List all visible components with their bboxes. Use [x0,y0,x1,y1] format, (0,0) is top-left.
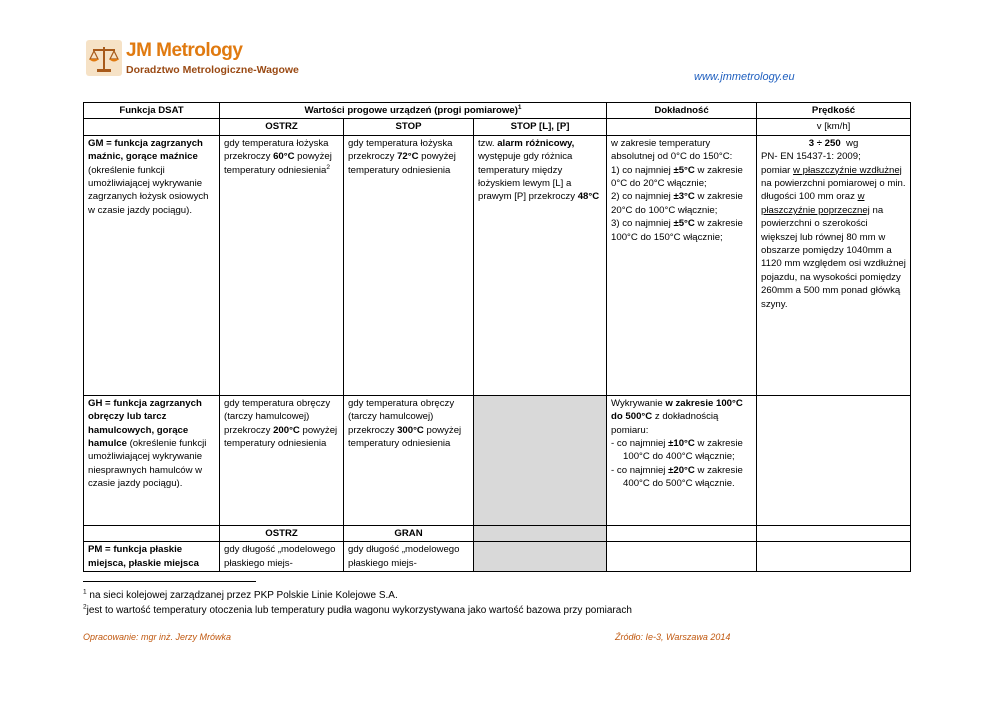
table-row-pm [84,542,911,572]
subheader-stop-lp: STOP [L], [P] [474,119,607,135]
footer-source: Źródło: Ie-3, Warszawa 2014 [615,632,731,642]
cell-gh-function [84,395,220,525]
gh-description: (określenie funkcji umożliwiającej wykrywanie niesprawnych hamulców w czasie jazdy pociągu). [88,438,207,490]
subheader-empty [84,119,220,135]
footnote-ref: 1 [517,103,522,111]
cell-pm-gran: gdy długość „modelowego płaskiego miejs- [344,542,474,572]
subheader-pm-ostrz: OSTRZ [220,525,344,541]
dsat-table [83,102,911,572]
cell-gh-stop-lp [474,395,607,525]
subheader-stop: STOP [344,119,474,135]
gh-name: GH = funkcja zagrzanych obręczy lub tarcz hamulcowych, gorące hamulce [88,397,202,450]
logo [86,40,326,80]
cell-pm-speed [757,542,911,572]
gm-description: (określenie funkcji umożliwiającej wykrywanie zagrzanych łożysk osiowych w czasie jazdy pociągu). [88,164,209,216]
scales-icon [86,40,122,76]
footer-author: Opracowanie: mgr inż. Jerzy Mrówka [83,632,232,642]
cell-gh-speed [757,395,911,525]
table-header-row [84,103,911,119]
table-row-gh [84,395,911,525]
brand-tagline: Doradztwo Metrologiczne-Wagowe [126,64,299,76]
brand-name: JM Metrology [126,40,243,61]
cell-gm-speed: 3 ÷ 250 wg PN- EN 15437-1: 2009; pomiar w płaszczyźnie wzdłużnej na powierzchni pomiarowej o min. długości 100 mm oraz w płaszczyźnie poprzecznej na powierzchni o szerokości większej lub równej 80 mm w obszarze pomiędzy 1040mm a 1120 mm względem osi wzdłużnej pojazdu, na wysokości pomiędzy 260mm a 500 mm ponad główką szyny. [757,135,911,395]
subheader-pm-gran: GRAN [344,525,474,541]
header-function: Funkcja DSAT [84,103,220,119]
cell-gm-stop-lp: tzw. alarm różnicowy, występuje gdy różnica temperatury między łożyskiem lewym [L] a prawym [P] przekroczy 48°C [474,135,607,395]
subheader-speed-unit: v [km/h] [757,119,911,135]
header-speed: Prędkość [757,103,911,119]
footnote-ref: 2 [326,163,331,171]
cell-gm-stop: gdy temperatura łożyska przekroczy 72°C powyżej temperatury odniesienia [344,135,474,395]
cell-pm-header-empty [84,525,220,541]
cell-pm-header-grey [474,525,607,541]
footnote-2: $^2$jest to wartość temperatury otoczenia lub temperatury pudła wagonu wykorzystywana jako wartość bazowa przy pomiarach [83,603,632,616]
cell-pm-function: PM = funkcja płaskie miejsca, płaskie miejsca [84,542,220,572]
table-subheader-row [84,119,911,135]
cell-gm-ostrz: gdy temperatura łożyska przekroczy 60°C powyżej temperatury odniesienia$^2$ [220,135,344,395]
cell-gh-stop: gdy temperatura obręczy (tarczy hamulcowej) przekroczy 300°C powyżej temperatury odniesienia [344,395,474,525]
header-thresholds: Wartości progowe urządzeń (progi pomiarowe)$^1$ [220,103,607,119]
cell-gh-accuracy: Wykrywanie w zakresie 100°C do 500°C z dokładnością pomiaru: - co najmniej ±10°C w zakresie 100°C do 400°C włącznie; - co najmniej ±20°C w zakresie 400°C do 500°C włącznie. [607,395,757,525]
cell-gh-ostrz: gdy temperatura obręczy (tarczy hamulcowej) przekroczy 200°C powyżej temperatury odniesienia [220,395,344,525]
gm-name: GM = funkcja zagrzanych maźnic, gorące maźnice [88,137,203,163]
website-link[interactable]: www.jmmetrology.eu [694,71,795,83]
header-accuracy: Dokładność [607,103,757,119]
footnote-1: $^1$ na sieci kolejowej zarządzanej przez PKP Polskie Linie Kolejowe S.A. [83,588,398,601]
subheader-ostrz: OSTRZ [220,119,344,135]
cell-pm-header-speed [757,525,911,541]
cell-pm-ostrz: gdy długość „modelowego płaskiego miejs- [220,542,344,572]
cell-gm-accuracy: w zakresie temperatury absolutnej od 0°C do 150°C: 1) co najmniej ±5°C w zakresie 0°C do 20°C włącznie; 2) co najmniej ±3°C w zakresie 20°C do 100°C włącznie; 3) co najmniej ±5°C w zakresie 100°C do 150°C włącznie; [607,135,757,395]
table-row-pm-header [84,525,911,541]
footnote-separator [83,581,256,582]
cell-gm-function [84,135,220,395]
cell-pm-header-accuracy [607,525,757,541]
subheader-empty-accuracy [607,119,757,135]
cell-pm-accuracy [607,542,757,572]
cell-pm-grey [474,542,607,572]
table-row-gm [84,135,911,395]
